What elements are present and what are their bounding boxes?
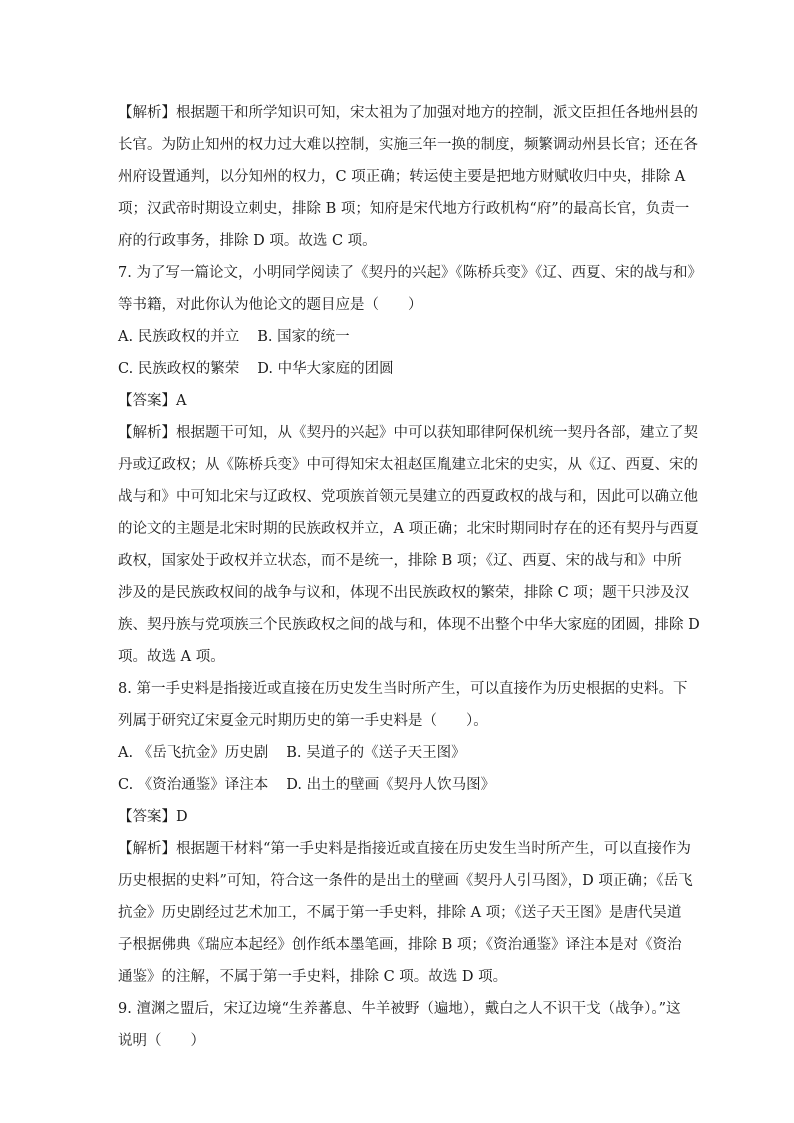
answer-line: 【答案】A	[118, 393, 187, 409]
analysis-line: 项；汉武帝时期设立刺史，排除 B 项；知府是宋代地方行政机构“府”的最高长官，负责一	[118, 201, 690, 217]
answer-option: C. 民族政权的繁荣	[118, 361, 240, 377]
option-row	[118, 321, 678, 353]
answer-option: B. 吴道子的《送子天王图》	[286, 745, 466, 761]
analysis-line: 抗金》历史剧经过艺术加工，不属于第一手史料，排除 A 项；《送子天王图》是唐代吴道	[118, 905, 682, 921]
analysis-line: 丹或辽政权；从《陈桥兵变》中可得知宋太祖赵匡胤建立北宋的史实，从《辽、西夏、宋的	[118, 457, 698, 473]
question-line: 说明（ ）	[118, 1033, 205, 1049]
option-row	[118, 769, 678, 801]
analysis-line: 历史根据的史料”可知，符合这一条件的是出土的壁画《契丹人引马图》，D 项正确；《岳飞	[118, 873, 693, 889]
question-line: 9. 澶渊之盟后，宋辽边境“生养蕃息、牛羊被野（遍地），戴白之人不识干戈（战争）。”这	[118, 1001, 681, 1017]
analysis-line: 涉及的是民族政权间的战争与议和，体现不出民族政权的繁荣，排除 C 项；题干只涉及汉	[118, 585, 690, 601]
answer-option: C. 《资治通鉴》译注本	[118, 777, 269, 793]
question-line: 列属于研究辽宋夏金元时期历史的第一手史料是（ ）。	[118, 713, 488, 729]
answer-option: D. 中华大家庭的团圆	[257, 361, 394, 377]
answer-option: B. 国家的统一	[257, 329, 350, 345]
analysis-line: 子根据佛典《瑞应本起经》创作纸本墨笔画，排除 B 项；《资治通鉴》译注本是对《资治	[118, 937, 682, 953]
document-body	[118, 97, 702, 1057]
answer-option: A. 《岳飞抗金》历史剧	[118, 745, 269, 761]
question-line: 8. 第一手史料是指接近或直接在历史发生当时所产生，可以直接作为历史根据的史料。下	[118, 681, 688, 697]
answer-line: 【答案】D	[118, 809, 188, 825]
analysis-line: 政权，国家处于政权并立状态，而不是统一，排除 B 项；《辽、西夏、宋的战与和》中所	[118, 553, 682, 569]
analysis-line: 项。故选 A 项。	[118, 649, 225, 665]
option-row	[118, 737, 678, 769]
analysis-line: 通鉴》的注解，不属于第一手史料，排除 C 项。故选 D 项。	[118, 969, 508, 985]
analysis-line: 府的行政事务，排除 D 项。故选 C 项。	[118, 233, 377, 249]
answer-option: D. 出土的壁画《契丹人饮马图》	[286, 777, 496, 793]
analysis-line: 族、契丹族与党项族三个民族政权之间的战与和，体现不出整个中华大家庭的团圆，排除 D	[118, 617, 700, 633]
analysis-line: 州府设置通判，以分知州的权力，C 项正确；转运使主要是把地方财赋收归中央，排除 A	[118, 169, 686, 185]
analysis-line: 的论文的主题是北宋时期的民族政权并立，A 项正确；北宋时期同时存在的还有契丹与西夏	[118, 521, 699, 537]
analysis-line: 战与和》中可知北宋与辽政权、党项族首领元昊建立的西夏政权的战与和，因此可以确立他	[118, 489, 698, 505]
question-line: 等书籍，对此你认为他论文的题目应是（ ）	[118, 297, 423, 313]
analysis-line: 【解析】根据题干材料“第一手史料是指接近或直接在历史发生当时所产生，可以直接作为	[118, 841, 691, 857]
analysis-line: 【解析】根据题干可知，从《契丹的兴起》中可以获知耶律阿保机统一契丹各部，建立了契	[118, 425, 698, 441]
question-line: 7. 为了写一篇论文，小明同学阅读了《契丹的兴起》《陈桥兵变》《辽、西夏、宋的战与和》	[118, 265, 702, 281]
option-row	[118, 353, 678, 385]
analysis-line: 长官。为防止知州的权力过大难以控制，实施三年一换的制度，频繁调动州县长官；还在各	[118, 137, 698, 153]
analysis-line: 【解析】根据题干和所学知识可知，宋太祖为了加强对地方的控制，派文臣担任各地州县的	[118, 105, 698, 121]
answer-option: A. 民族政权的并立	[118, 329, 240, 345]
